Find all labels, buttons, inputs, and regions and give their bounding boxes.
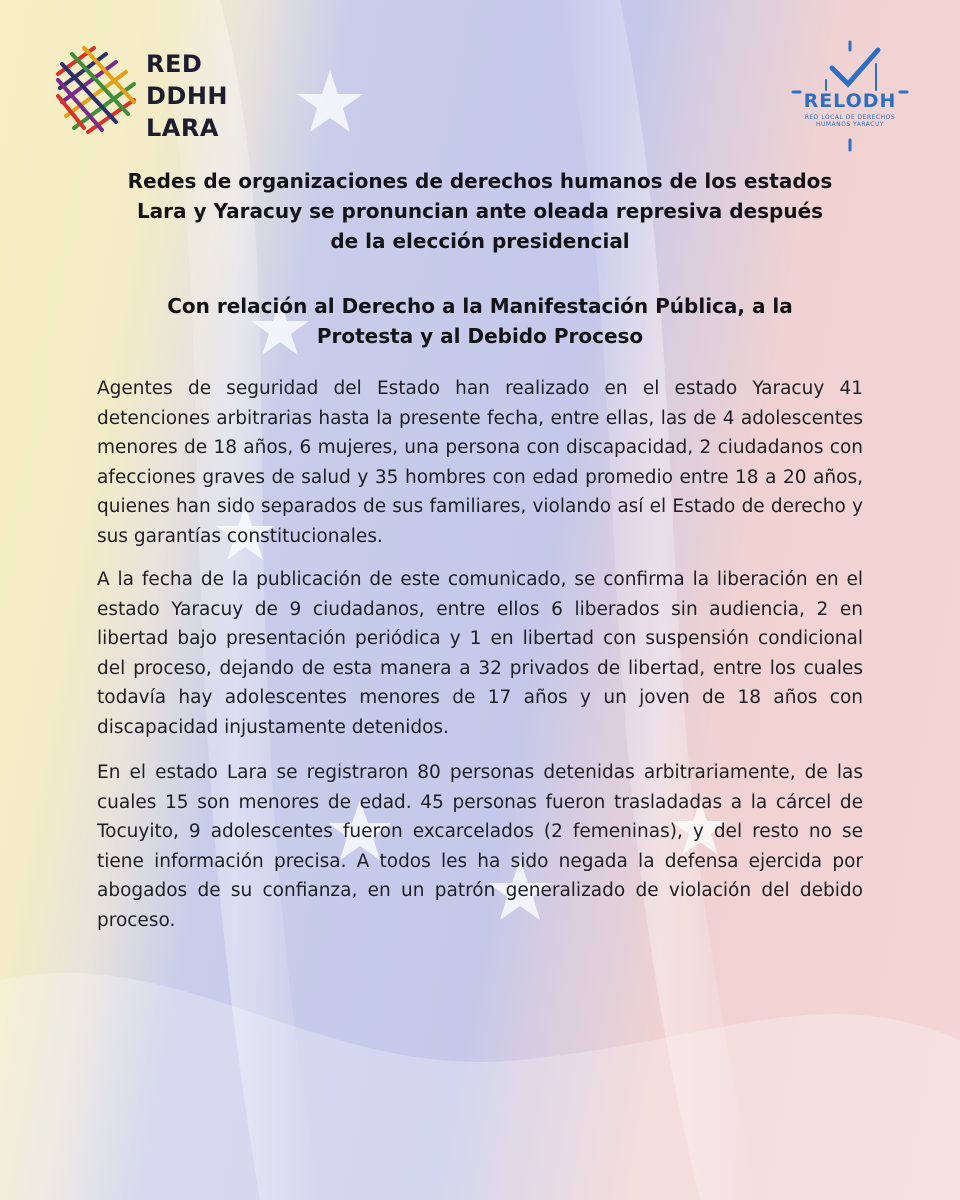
communique-subheadline: Con relación al Derecho a la Manifestación Pública, a la Protesta y al Debido Proceso bbox=[167, 294, 793, 348]
logo-line-lara: LARA bbox=[146, 114, 219, 142]
red-ddhh-lara-logo bbox=[54, 44, 264, 144]
relodh-subtitle: RED LOCAL DE DERECHOS HUMANOS YARACUY bbox=[804, 114, 896, 128]
logo-line-red: RED bbox=[146, 50, 203, 78]
paragraph-yaracuy-releases: A la fecha de la publicación de este comunicado, se confirma la liberación en el estado Yaracuy de 9 ciudadanos, entre ellos 6 liberados sin audiencia, 2 en libertad bajo presentación periódica y 1 en libertad con suspensión condicional del proceso, dejando de esta manera a 32 privados de libertad, entre los cuales todavía hay adolescentes menores de 17 años y un joven de 18 años con discapacidad injustamente detenidos. bbox=[97, 569, 863, 738]
relodh-logo bbox=[790, 40, 910, 152]
communique-headline: Redes de organizaciones de derechos humanos de los estados Lara y Yaracuy se pronuncian ante oleada represiva después de la elección presidencial bbox=[127, 169, 833, 253]
woven-logo-icon bbox=[54, 44, 138, 134]
logo-wordmark bbox=[146, 48, 228, 144]
relodh-wordmark: RELODH bbox=[803, 90, 897, 112]
paragraph-yaracuy-detentions: Agentes de seguridad del Estado han realizado en el estado Yaracuy 41 detenciones arbitrarias hasta la presente fecha, entre ellas, las de 4 adolescentes menores de 18 años, 6 mujeres, una persona con discapacidad, 2 ciudadanos con afecciones graves de salud y 35 hombres con edad promedio entre 18 a 20 años, quienes han sido separados de sus familiares, violando así el Estado de derecho y sus garantías constitucionales. bbox=[97, 378, 863, 547]
logo-line-ddhh: DDHH bbox=[146, 82, 229, 110]
paragraph-lara-detentions: En el estado Lara se registraron 80 personas detenidas arbitrariamente, de las cuales 15 son menores de edad. 45 personas fueron trasladadas a la cárcel de Tocuyito, 9 adolescentes fueron excarcelados (2 femeninas), y del resto no se tiene información precisa. A todos les ha sido negada la defensa ejercida por abogados de su confianza, en un patrón generalizado de violación del debido proceso. bbox=[97, 762, 863, 931]
